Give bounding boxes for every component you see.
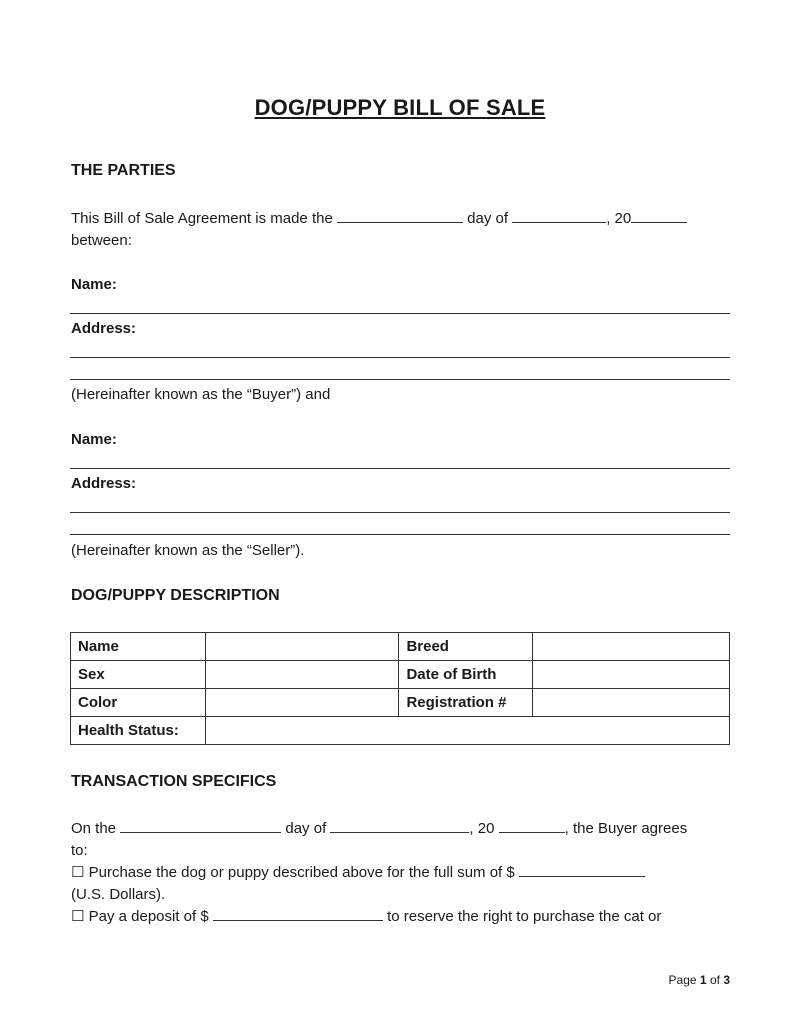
transaction-text-b: day of — [285, 820, 327, 837]
transaction-text-a: On the — [71, 820, 117, 837]
transaction-body — [71, 818, 731, 928]
option-full-purchase-dollars: (U.S. Dollars). — [71, 886, 166, 903]
option-deposit-text-a: Pay a deposit of $ — [88, 908, 209, 925]
transaction-year-blank[interactable] — [499, 818, 565, 833]
buyer-address-line-1[interactable] — [70, 357, 730, 358]
page-word: Page — [668, 973, 697, 987]
seller-name-label: Name: — [71, 431, 117, 448]
transaction-month-blank[interactable] — [330, 818, 469, 833]
name-cell-value[interactable] — [205, 633, 399, 661]
transaction-text-to: to: — [71, 842, 88, 859]
checkbox-full-purchase[interactable]: ☐ — [71, 864, 85, 881]
month-blank[interactable] — [512, 208, 606, 223]
buyer-address-label: Address: — [71, 320, 137, 337]
registration-cell-value[interactable] — [533, 689, 730, 717]
breed-cell-label: Breed — [399, 633, 533, 661]
transaction-day-blank[interactable] — [120, 818, 281, 833]
seller-address-line-1[interactable] — [70, 512, 730, 513]
table-row — [71, 633, 730, 661]
table-row — [71, 689, 730, 717]
parties-intro — [71, 208, 731, 252]
color-cell-label: Color — [71, 689, 206, 717]
section-heading-description: DOG/PUPPY DESCRIPTION — [71, 587, 280, 604]
seller-address-label: Address: — [71, 475, 137, 492]
seller-name-line[interactable] — [70, 468, 730, 469]
health-status-label: Health Status: — [71, 717, 206, 745]
dob-cell-label: Date of Birth — [399, 661, 533, 689]
day-blank[interactable] — [337, 208, 463, 223]
transaction-text-c: , 20 — [469, 820, 495, 837]
sex-cell-value[interactable] — [205, 661, 399, 689]
year-blank[interactable] — [631, 208, 687, 223]
registration-cell-label: Registration # — [399, 689, 533, 717]
checkbox-deposit[interactable]: ☐ — [71, 908, 85, 925]
table-row — [71, 661, 730, 689]
intro-text-a: This Bill of Sale Agreement is made the — [71, 210, 333, 227]
document-title: DOG/PUPPY BILL OF SALE — [254, 95, 546, 120]
name-cell-label: Name — [71, 633, 206, 661]
buyer-address-line-2[interactable] — [70, 379, 730, 380]
buyer-name-line[interactable] — [70, 313, 730, 314]
sex-cell-label: Sex — [71, 661, 206, 689]
deposit-amount-blank[interactable] — [213, 906, 383, 921]
seller-known-as: (Hereinafter known as the “Seller”). — [71, 542, 305, 559]
intro-text-b: day of — [467, 210, 509, 227]
table-row — [71, 717, 730, 745]
color-cell-value[interactable] — [205, 689, 399, 717]
page-total: 3 — [723, 973, 730, 987]
option-full-purchase-text: Purchase the dog or puppy described above for the full sum of $ — [88, 864, 515, 881]
dob-cell-value[interactable] — [533, 661, 730, 689]
page-number — [669, 973, 730, 987]
health-status-value[interactable] — [205, 717, 729, 745]
buyer-name-label: Name: — [71, 276, 117, 293]
breed-cell-value[interactable] — [533, 633, 730, 661]
section-heading-parties: THE PARTIES — [71, 162, 176, 179]
of-word: of — [709, 973, 720, 987]
intro-text-d: between: — [71, 232, 132, 249]
buyer-known-as: (Hereinafter known as the “Buyer”) and — [71, 386, 331, 403]
page-current: 1 — [699, 973, 707, 987]
seller-address-line-2[interactable] — [70, 534, 730, 535]
intro-text-c: , 20 — [606, 210, 632, 227]
full-sum-blank[interactable] — [519, 862, 645, 877]
section-heading-transaction: TRANSACTION SPECIFICS — [71, 773, 277, 790]
description-table — [70, 632, 730, 745]
transaction-text-d: , the Buyer agrees — [564, 820, 688, 837]
option-deposit-text-b: to reserve the right to purchase the cat or — [387, 908, 662, 925]
